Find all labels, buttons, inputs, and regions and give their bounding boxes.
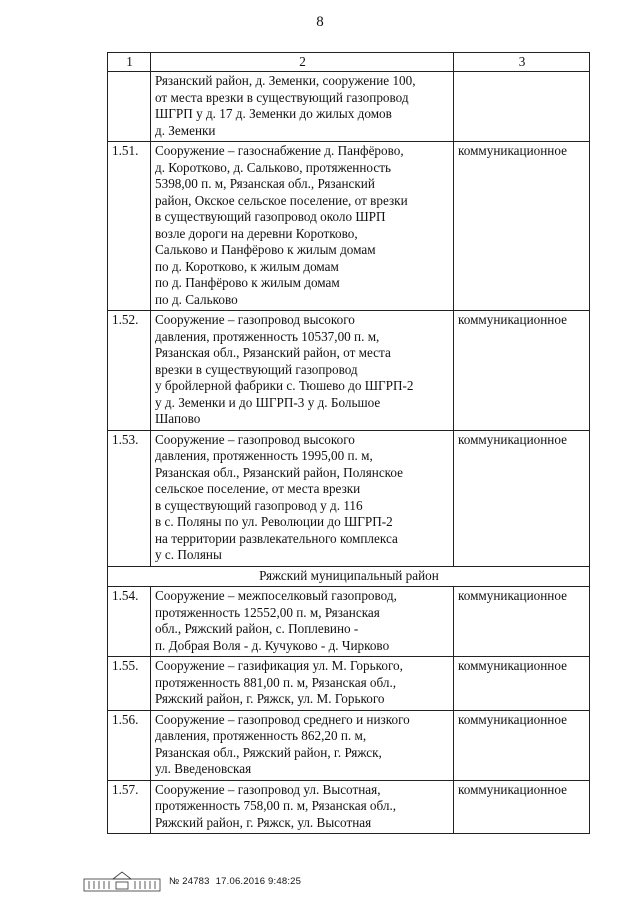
document-timestamp: 17.06.2016 9:48:25 bbox=[215, 875, 302, 887]
document-number: № 24783 bbox=[169, 875, 210, 887]
description-line: давления, протяженность 10537,00 п. м, bbox=[155, 328, 380, 344]
row-description bbox=[151, 142, 454, 311]
row-type bbox=[454, 72, 590, 142]
description-line: Сооружение – газоснабжение д. Панфёрово, bbox=[155, 143, 404, 158]
description-line: на территории развлекательного комплекса bbox=[155, 530, 398, 546]
description-line: обл., Ряжский район, с. Поплевино - bbox=[155, 621, 359, 636]
row-number: 1.53. bbox=[108, 430, 151, 566]
description-line: в существующий газопровод у д. 116 bbox=[155, 497, 363, 513]
description-line: возле дороги на деревни Коротково, bbox=[155, 225, 358, 241]
row-number: 1.51. bbox=[108, 142, 151, 311]
row-description bbox=[151, 780, 454, 834]
description-line: у с. Поляны bbox=[155, 547, 222, 562]
description-line: Рязанская обл., Рязанский район, Полянское bbox=[155, 464, 404, 480]
description-line: протяженность 758,00 п. м, Рязанская обл., bbox=[155, 798, 397, 813]
row-type: коммуникационное bbox=[454, 430, 590, 566]
row-type: коммуникационное bbox=[454, 587, 590, 657]
description-line: Сооружение – газопровод высокого bbox=[155, 312, 355, 327]
footer-stamp bbox=[83, 870, 301, 892]
description-line: Шапово bbox=[155, 411, 201, 426]
description-line: Рязанский район, д. Земенки, сооружение 100, bbox=[155, 73, 416, 88]
page-number: 8 bbox=[316, 14, 324, 30]
table-header-row bbox=[108, 53, 590, 72]
header-col-3: 3 bbox=[454, 53, 590, 72]
table-row bbox=[108, 311, 590, 431]
description-line: от места врезки в существующий газопровод bbox=[155, 89, 409, 105]
description-line: ШГРП у д. 17 д. Земенки до жилых домов bbox=[155, 106, 392, 121]
description-line: по д. Коротково, к жилым домам bbox=[155, 258, 339, 274]
table-row bbox=[108, 710, 590, 780]
description-line: д. Коротково, д. Сальково, протяженность bbox=[155, 159, 391, 175]
description-line: д. Земенки bbox=[155, 122, 216, 138]
building-seal-icon bbox=[83, 870, 161, 892]
description-line: врезки в существующий газопровод bbox=[155, 361, 358, 377]
description-line: Ряжский район, г. Ряжск, ул. Высотная bbox=[155, 814, 372, 830]
description-line: по д. Панфёрово к жилым домам bbox=[155, 275, 340, 290]
table-row bbox=[108, 587, 590, 657]
description-line: Сооружение – газопровод среднего и низкого bbox=[155, 711, 410, 727]
row-number: 1.54. bbox=[108, 587, 151, 657]
description-line: Рязанская обл., Ряжский район, г. Ряжск, bbox=[155, 744, 382, 760]
row-number: 1.52. bbox=[108, 311, 151, 431]
header-col-2: 2 bbox=[151, 53, 454, 72]
description-line: по д. Сальково bbox=[155, 291, 238, 307]
description-line: ул. Введеновская bbox=[155, 761, 252, 776]
row-type: коммуникационное bbox=[454, 710, 590, 780]
row-description bbox=[151, 657, 454, 711]
description-line: у д. Земенки и до ШГРП-3 у д. Большое bbox=[155, 394, 381, 410]
registry-table bbox=[107, 52, 590, 834]
row-description bbox=[151, 430, 454, 566]
table-row bbox=[108, 72, 590, 142]
row-type: коммуникационное bbox=[454, 142, 590, 311]
row-number: 1.56. bbox=[108, 710, 151, 780]
description-line: протяженность 881,00 п. м, Рязанская обл., bbox=[155, 674, 397, 690]
row-description bbox=[151, 587, 454, 657]
description-line: Сооружение – газопровод высокого bbox=[155, 431, 355, 447]
description-line: давления, протяженность 1995,00 п. м, bbox=[155, 448, 373, 463]
description-line: Сооружение – газопровод ул. Высотная, bbox=[155, 781, 381, 797]
description-line: 5398,00 п. м, Рязанская обл., Рязанский bbox=[155, 176, 375, 191]
row-type: коммуникационное bbox=[454, 780, 590, 834]
description-line: в с. Поляны по ул. Революции до ШГРП-2 bbox=[155, 514, 393, 529]
description-line: Сальково и Панфёрово к жилым домам bbox=[155, 242, 376, 257]
district-heading-row bbox=[108, 566, 590, 587]
row-description bbox=[151, 72, 454, 142]
description-line: Сооружение – газификация ул. М. Горького, bbox=[155, 658, 403, 673]
header-col-1: 1 bbox=[108, 53, 151, 72]
row-description bbox=[151, 311, 454, 431]
district-heading: Ряжский муниципальный район bbox=[108, 566, 590, 587]
row-number: 1.55. bbox=[108, 657, 151, 711]
row-number bbox=[108, 72, 151, 142]
description-line: протяженность 12552,00 п. м, Рязанская bbox=[155, 604, 380, 620]
row-type: коммуникационное bbox=[454, 311, 590, 431]
description-line: у бройлерной фабрики с. Тюшево до ШГРП-2 bbox=[155, 378, 414, 393]
description-line: Ряжский район, г. Ряжск, ул. М. Горького bbox=[155, 691, 385, 706]
row-type: коммуникационное bbox=[454, 657, 590, 711]
description-line: сельское поселение, от места врезки bbox=[155, 481, 361, 496]
description-line: п. Добрая Воля - д. Кучуково - д. Чирково bbox=[155, 637, 390, 653]
description-line: давления, протяженность 862,20 п. м, bbox=[155, 728, 367, 743]
description-line: Сооружение – межпоселковый газопровод, bbox=[155, 588, 397, 603]
description-line: в существующий газопровод около ШРП bbox=[155, 209, 386, 224]
description-line: район, Окское сельское поселение, от врезки bbox=[155, 192, 408, 208]
row-description bbox=[151, 710, 454, 780]
table-row bbox=[108, 430, 590, 566]
description-line: Рязанская обл., Рязанский район, от места bbox=[155, 345, 391, 360]
table-row bbox=[108, 780, 590, 834]
table-row bbox=[108, 142, 590, 311]
row-number: 1.57. bbox=[108, 780, 151, 834]
table-row bbox=[108, 657, 590, 711]
